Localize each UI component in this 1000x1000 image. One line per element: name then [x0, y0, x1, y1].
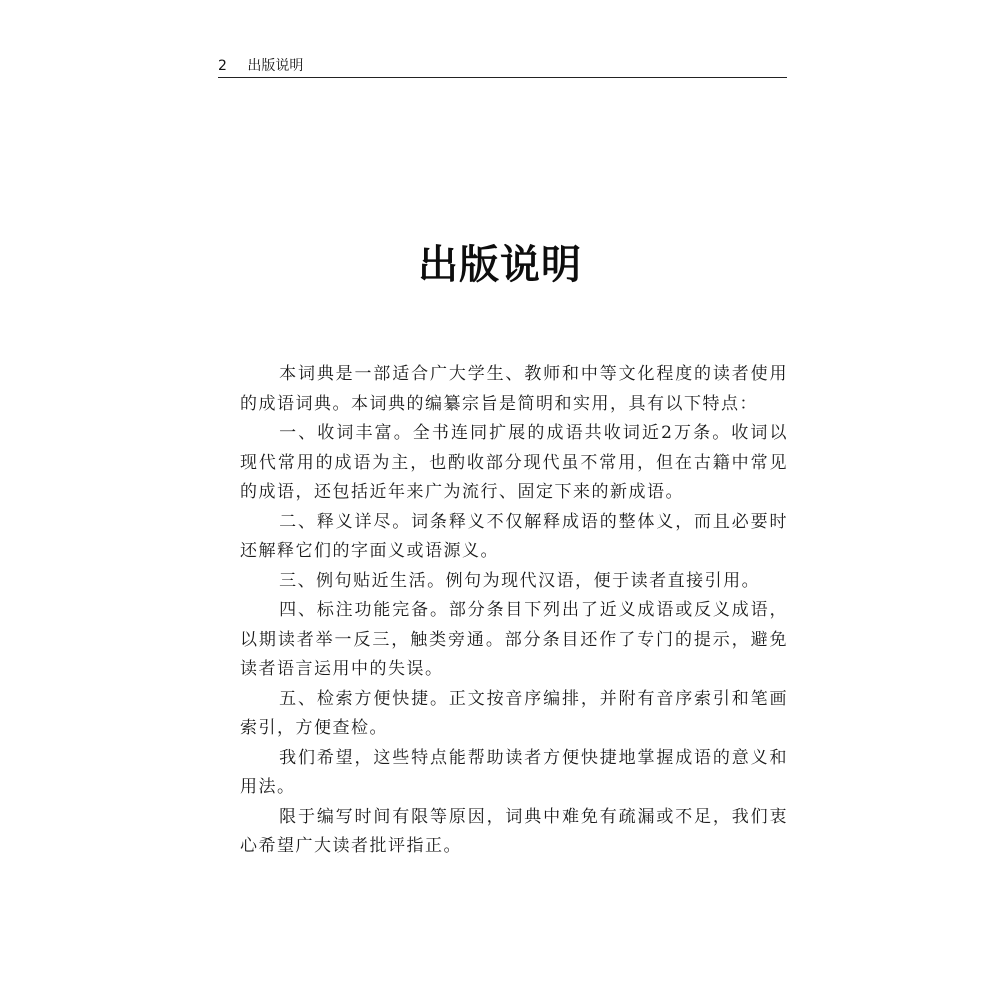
- paragraph: 二、释义详尽。词条释义不仅解释成语的整体义，而且必要时还解释它们的字面义或语源义。: [240, 511, 788, 561]
- running-header-title: 出版说明: [247, 58, 304, 74]
- paragraph: 一、收词丰富。全书连同扩展的成语共收词近2万条。收词以现代常用的成语为主，也酌收部分现代虽不常用，但在古籍中常见的成语，还包括近年来广为流行、固定下来的新成语。: [240, 423, 788, 502]
- page-title: 出版说明: [418, 241, 582, 288]
- header-rule: [218, 77, 787, 78]
- body-text: [240, 360, 788, 862]
- running-header: [218, 56, 787, 78]
- paragraph: 五、检索方便快捷。正文按音序编排，并附有音序索引和笔画索引，方便查检。: [240, 688, 788, 738]
- page-number: 2: [218, 58, 227, 74]
- paragraph: 我们希望，这些特点能帮助读者方便快捷地掌握成语的意义和用法。: [240, 747, 788, 797]
- paragraph: 限于编写时间有限等原因，词典中难免有疏漏或不足，我们衷心希望广大读者批评指正。: [240, 806, 788, 856]
- paragraph: 四、标注功能完备。部分条目下列出了近义成语或反义成语，以期读者举一反三，触类旁通。部分条目还作了专门的提示，避免读者语言运用中的失误。: [240, 600, 788, 679]
- paragraph: 三、例句贴近生活。例句为现代汉语，便于读者直接引用。: [279, 570, 761, 591]
- paragraph: 本词典是一部适合广大学生、教师和中等文化程度的读者使用的成语词典。本词典的编纂宗旨是简明和实用，具有以下特点：: [240, 364, 788, 414]
